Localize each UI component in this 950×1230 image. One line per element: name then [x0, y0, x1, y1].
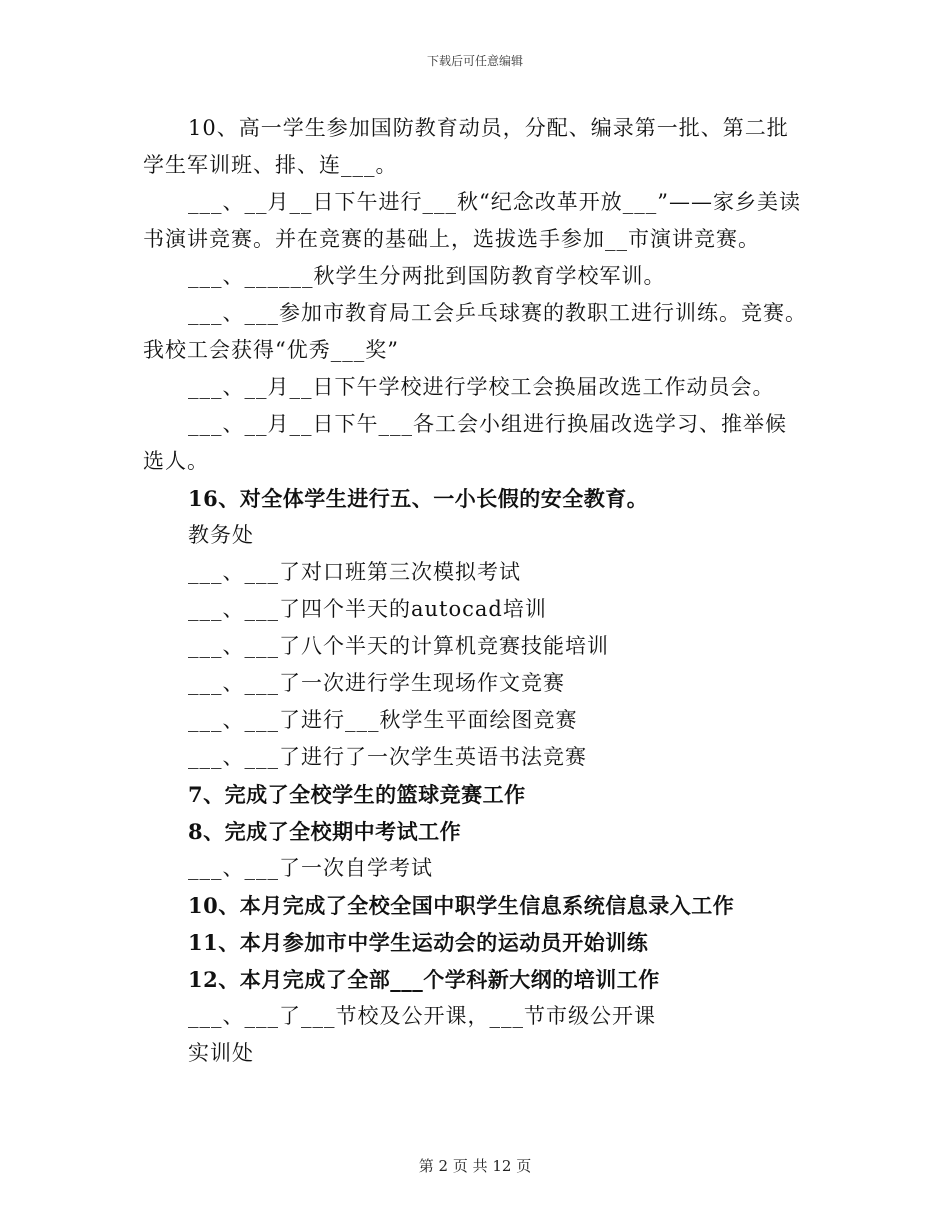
paragraph: ___、___了进行了一次学生英语书法竞赛: [188, 745, 587, 769]
paragraph: ___、__月__日下午___各工会小组进行换届改选学习、推举候选人。: [143, 412, 787, 473]
paragraph: ___、___了___节校及公开课，___节市级公开课: [188, 1004, 656, 1028]
paragraph: ___、___了对口班第三次模拟考试: [188, 560, 521, 584]
paragraph: ___、__月__日下午学校进行学校工会换届改选工作动员会。: [188, 375, 775, 399]
paragraph: ___、__月__日下午进行___秋“纪念改革开放___”——家乡美读书演讲竞赛。并在竞赛的基础上，选拔选手参加__市演讲竞赛。: [143, 190, 801, 251]
paragraph: 10、高一学生参加国防教育动员，分配、编录第一批、第二批学生军训班、排、连___。: [143, 116, 789, 177]
paragraph: ___、___了八个半天的计算机竞赛技能培训: [188, 634, 609, 658]
document-body: [143, 110, 808, 1072]
paragraph: ___、___参加市教育局工会乒乓球赛的教职工进行训练。竞赛。我校工会获得“优秀___奖”: [143, 301, 807, 362]
paragraph: 12、本月完成了全部___个学科新大纲的培训工作: [188, 967, 660, 992]
paragraph: ___、___了四个半天的autocad培训: [188, 597, 547, 621]
paragraph: ___、______秋学生分两批到国防教育学校军训。: [188, 264, 666, 288]
page-header: 下载后可任意编辑: [426, 54, 523, 68]
paragraph: 7、完成了全校学生的篮球竞赛工作: [188, 782, 526, 807]
paragraph: ___、___了一次进行学生现场作文竞赛: [188, 671, 565, 695]
paragraph: 8、完成了全校期中考试工作: [188, 819, 462, 844]
paragraph: ___、___了进行___秋学生平面绘图竞赛: [188, 708, 578, 732]
page-footer: 第 2 页 共 12 页: [418, 1157, 532, 1175]
paragraph: 10、本月完成了全校全国中职学生信息系统信息录入工作: [188, 893, 735, 918]
paragraph: 16、对全体学生进行五、一小长假的安全教育。: [188, 486, 649, 511]
section-heading-jiaowuchu: 教务处: [188, 523, 254, 547]
section-heading-shixunchu: 实训处: [188, 1041, 254, 1065]
paragraph: 11、本月参加市中学生运动会的运动员开始训练: [188, 930, 649, 955]
paragraph: ___、___了一次自学考试: [188, 856, 433, 880]
